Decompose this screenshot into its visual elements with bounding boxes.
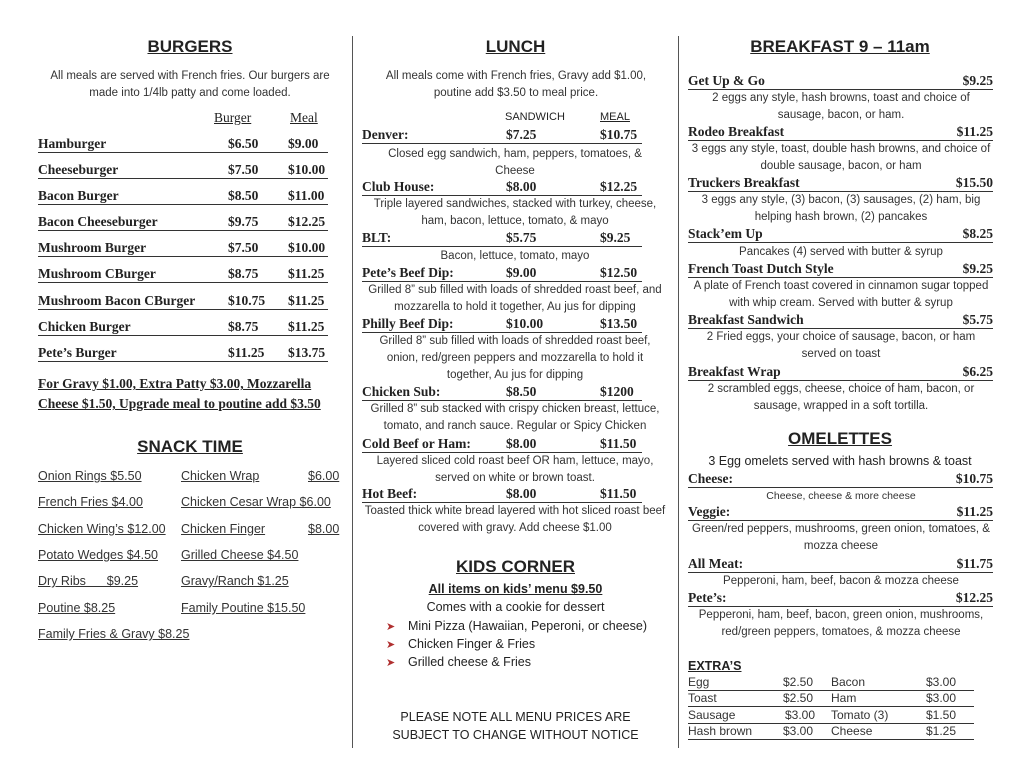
breakfast-name: Breakfast Wrap	[688, 364, 781, 379]
omelette-row-all-meat	[688, 556, 993, 573]
lunch-desc: Triple layered sandwiches, stacked with turkey, cheese, ham, bacon, lettuce, tomato, & mayo	[373, 198, 657, 227]
burger-price: $9.75	[228, 214, 259, 229]
extra-price: $3.00	[783, 724, 814, 738]
burger-name: Bacon Burger	[38, 188, 119, 203]
burgers-note: All meals are served with French fries. Our burgers are made into 1/4lb patty and come loaded.	[50, 70, 330, 99]
lunch-name: Philly Beef Dip:	[362, 316, 454, 331]
lunch-desc: Bacon, lettuce, tomato, mayo	[440, 250, 590, 262]
lunch-name: Denver:	[362, 127, 409, 142]
lunch-desc: Layered sliced cold roast beef OR ham, lettuce, mayo, served on white or brown toast.	[376, 455, 654, 484]
snack-item: Potato Wedges $4.50	[38, 548, 158, 562]
breakfast-row-breakfast-sandwich	[688, 312, 993, 329]
lunch-desc: Grilled 8” sub filled with loads of shredded roast beef, onion, red/green peppers and mozzarella to hold it together, Au jus for dipping	[379, 335, 651, 381]
snack-item: Chicken Finger	[181, 522, 266, 536]
omelette-price: $11.75	[956, 556, 993, 571]
sandwich-price: $8.50	[506, 384, 537, 399]
burger-price: $11.25	[228, 345, 265, 360]
meal-price: $12.25	[600, 179, 638, 194]
lunch-row-club-house	[362, 179, 642, 196]
omelette-name: Cheese:	[688, 471, 733, 486]
breakfast-price: $6.25	[962, 364, 993, 379]
snack-item: Family Fries & Gravy $8.25	[38, 627, 190, 641]
kids-item-label: Chicken Finger & Fries	[408, 637, 536, 651]
burgers-extras: For Gravy $1.00, Extra Patty $3.00, Mozzarella Cheese $1.50, Upgrade meal to poutine add $3.50	[38, 376, 321, 411]
sandwich-price: $8.00	[506, 436, 537, 451]
omelette-row-cheese	[688, 471, 993, 488]
omelette-price: $12.25	[955, 590, 993, 605]
breakfast-desc: Pancakes (4) served with butter & syrup	[739, 246, 943, 258]
kids-item	[386, 637, 535, 651]
kids-title: KIDS CORNER	[455, 557, 575, 576]
breakfast-price: $11.25	[956, 124, 993, 139]
arrow-bullet-icon: ➤	[386, 639, 396, 651]
meal-price: $10.00	[288, 162, 326, 177]
burger-price: $8.75	[228, 266, 259, 281]
burger-price: $7.50	[228, 162, 259, 177]
extra-price: $2.50	[783, 691, 814, 705]
extra-item: Sausage	[688, 708, 736, 722]
lunch-row-hot-beef	[362, 486, 642, 503]
meal-price: $11.25	[288, 266, 325, 281]
kids-subtitle: All items on kids’ menu $9.50	[428, 582, 603, 596]
breakfast-desc: 3 eggs any style, toast, double hash browns, and choice of double sausage, bacon, or ham	[691, 143, 991, 172]
burger-row-mushroom-bacon-cburger	[38, 293, 328, 310]
burger-name: Chicken Burger	[38, 319, 131, 334]
kids-item-label: Mini Pizza (Hawaiian, Peperoni, or cheese)	[408, 619, 647, 633]
burger-name: Pete’s Burger	[38, 345, 117, 360]
lunch-name: Club House:	[362, 179, 435, 194]
breakfast-title: BREAKFAST 9 – 11am	[750, 37, 930, 56]
price-disclaimer-line1: PLEASE NOTE ALL MENU PRICES ARE	[400, 710, 631, 724]
omelette-name: All Meat:	[688, 556, 744, 571]
arrow-bullet-icon: ➤	[386, 657, 396, 669]
breakfast-price: $9.25	[962, 73, 993, 88]
extra-item: Toast	[688, 691, 717, 705]
extras-row	[688, 691, 974, 707]
breakfast-price: $9.25	[962, 261, 993, 276]
burger-row-bacon-burger	[38, 188, 328, 205]
breakfast-name: Breakfast Sandwich	[688, 312, 804, 327]
extra-item: Ham	[831, 691, 857, 705]
omelette-name: Pete’s:	[688, 590, 727, 605]
burger-price: $8.75	[228, 319, 259, 334]
snack-title: SNACK TIME	[137, 437, 243, 456]
snack-item: Chicken Wrap	[181, 469, 260, 483]
omelette-row-petes	[688, 590, 993, 607]
burger-price: $10.75	[228, 293, 266, 308]
meal-price: $12.50	[600, 265, 638, 280]
breakfast-row-breakfast-wrap	[688, 364, 993, 381]
snack-item: Family Poutine $15.50	[181, 601, 306, 615]
breakfast-price: $15.50	[955, 175, 993, 190]
lunch-desc: Toasted thick white bread layered with hot sliced roast beef covered with gravy. Add cheese $1.00	[364, 505, 666, 534]
sandwich-price: $5.75	[506, 230, 537, 245]
extra-item: Bacon	[831, 675, 866, 689]
breakfast-row-rodeo	[688, 124, 993, 141]
meal-price: $11.00	[288, 188, 325, 203]
meal-price: $11.50	[600, 436, 637, 451]
extra-price: $1.25	[926, 724, 957, 738]
lunch-name: BLT:	[362, 230, 392, 245]
burger-price: $6.50	[228, 136, 259, 151]
breakfast-desc: 3 eggs any style, (3) bacon, (3) sausages, (2) ham, big helping hash brown, (2) pancakes	[701, 194, 981, 223]
snack-item: Grilled Cheese $4.50	[181, 548, 299, 562]
breakfast-desc: 2 eggs any style, hash browns, toast and choice of sausage, bacon, or ham.	[712, 92, 970, 121]
lunch-row-denver	[362, 127, 642, 144]
price-disclaimer-line2: SUBJECT TO CHANGE WITHOUT NOTICE	[392, 728, 639, 742]
snack-item: Poutine $8.25	[38, 601, 116, 615]
lunch-name: Chicken Sub:	[362, 384, 441, 399]
burger-row-mushroom-cburger	[38, 266, 328, 283]
kids-cookie-note: Comes with a cookie for dessert	[426, 600, 605, 614]
burger-name: Cheeseburger	[38, 162, 119, 177]
omelettes-title: OMELETTES	[788, 429, 892, 448]
extra-price: $3.00	[926, 691, 957, 705]
extra-item: Hash brown	[688, 724, 753, 738]
meal-price: $13.75	[288, 345, 326, 360]
lunch-desc: Grilled 8” sub filled with loads of shredded roast beef, and mozzarella to hold it together, Au jus for dipping	[368, 284, 662, 313]
omelette-desc: Cheese, cheese & more cheese	[766, 490, 916, 502]
burger-row-chicken-burger	[38, 319, 328, 336]
meal-price: $12.25	[288, 214, 326, 229]
omelette-row-veggie	[688, 504, 993, 521]
burger-name: Bacon Cheeseburger	[38, 214, 158, 229]
arrow-bullet-icon: ➤	[386, 621, 396, 633]
meal-price: $11.25	[288, 293, 325, 308]
burger-price: $7.50	[228, 240, 259, 255]
breakfast-name: Get Up & Go	[688, 73, 765, 88]
omelettes-note: 3 Egg omelets served with hash browns & toast	[708, 454, 972, 468]
breakfast-desc: 2 Fried eggs, your choice of sausage, bacon, or ham served on toast	[706, 331, 976, 360]
lunch-row-petes-beef-dip	[362, 265, 642, 282]
meal-price: $1200	[600, 384, 634, 399]
breakfast-name: Stack’em Up	[688, 226, 763, 241]
omelette-desc: Green/red peppers, mushrooms, green onion, tomatoes, & mozza cheese	[692, 523, 990, 552]
breakfast-price: $8.25	[962, 226, 993, 241]
burger-name: Mushroom CBurger	[38, 266, 156, 281]
lunch-desc: Closed egg sandwich, ham, peppers, tomatoes, & Cheese	[388, 148, 642, 177]
sandwich-price: $9.00	[506, 265, 537, 280]
snack-item: Gravy/Ranch $1.25	[181, 574, 289, 588]
burger-name: Hamburger	[38, 136, 107, 151]
snack-item: Dry Ribs $9.25	[38, 574, 139, 588]
kids-item	[386, 619, 647, 633]
extra-price: $2.50	[783, 675, 814, 689]
breakfast-row-get-up-go	[688, 73, 993, 90]
sandwich-price: $7.25	[506, 127, 537, 142]
breakfast-row-french-toast	[688, 261, 993, 278]
meal-price: $9.25	[600, 230, 631, 245]
burger-name: Mushroom Burger	[38, 240, 147, 255]
extras-title: EXTRA’S	[688, 659, 742, 673]
snack-item: Chicken Wing’s $12.00	[38, 522, 166, 536]
lunch-desc: Grilled 8” sub stacked with crispy chicken breast, lettuce, tomato, and ranch sauce. Regular or Spicy Chicken	[370, 403, 660, 432]
meal-price: $11.50	[600, 486, 637, 501]
burger-row-bacon-cheeseburger	[38, 214, 328, 231]
burger-row-petes-burger	[38, 345, 328, 362]
kids-item	[386, 655, 531, 669]
extra-price: $1.50	[926, 708, 957, 722]
meal-price: $9.00	[288, 136, 319, 151]
column-divider-left	[352, 36, 353, 748]
breakfast-name: Truckers Breakfast	[688, 175, 800, 190]
breakfast-name: Rodeo Breakfast	[688, 124, 785, 139]
extras-row	[688, 675, 974, 691]
breakfast-row-stackem-up	[688, 226, 993, 243]
lunch-col-sandwich: SANDWICH	[505, 111, 565, 123]
omelette-price: $10.75	[955, 471, 993, 486]
burger-price: $8.50	[228, 188, 259, 203]
burger-row-hamburger	[38, 136, 328, 153]
sandwich-price: $8.00	[506, 486, 537, 501]
lunch-row-cold-beef-or-ham	[362, 436, 642, 453]
meal-price: $10.00	[288, 240, 326, 255]
extra-price: $3.00	[926, 675, 957, 689]
extra-item: Tomato (3)	[831, 708, 889, 722]
snack-item: French Fries $4.00	[38, 495, 143, 509]
extras-row	[688, 708, 974, 724]
lunch-row-chicken-sub	[362, 384, 642, 401]
burgers-title: BURGERS	[147, 37, 233, 56]
breakfast-name: French Toast Dutch Style	[688, 261, 834, 276]
lunch-row-philly-beef-dip	[362, 316, 642, 333]
burger-name: Mushroom Bacon CBurger	[38, 293, 196, 308]
breakfast-desc: A plate of French toast covered in cinnamon sugar topped with whip cream. Served with butter & syrup	[693, 280, 989, 309]
burger-row-cheeseburger	[38, 162, 328, 179]
sandwich-price: $10.00	[506, 316, 544, 331]
lunch-row-blt	[362, 230, 642, 247]
extra-item: Cheese	[831, 724, 873, 738]
snack-price: $6.00	[308, 469, 340, 483]
omelette-desc: Pepperoni, ham, beef, bacon, green onion, mushrooms, red/green peppers, tomatoes, & mozza cheese	[698, 609, 984, 638]
sandwich-price: $8.00	[506, 179, 537, 194]
omelette-name: Veggie:	[688, 504, 731, 519]
extra-item: Egg	[688, 675, 710, 689]
burgers-col-burger: Burger	[214, 110, 252, 125]
extras-row	[688, 724, 974, 740]
meal-price: $10.75	[600, 127, 638, 142]
omelette-desc: Pepperoni, ham, beef, bacon & mozza cheese	[723, 575, 959, 587]
kids-item-label: Grilled cheese & Fries	[408, 655, 531, 669]
lunch-name: Pete’s Beef Dip:	[362, 265, 454, 280]
burger-row-mushroom-burger	[38, 240, 328, 257]
breakfast-row-truckers	[688, 175, 993, 192]
lunch-title: LUNCH	[485, 37, 546, 56]
burgers-col-meal: Meal	[290, 110, 318, 125]
snack-price: $8.00	[308, 522, 340, 536]
column-divider-right	[678, 36, 679, 748]
snack-item: Onion Rings $5.50	[38, 469, 142, 483]
breakfast-desc: 2 scrambled eggs, cheese, choice of ham, bacon, or sausage, wrapped in a soft tortilla.	[707, 383, 975, 412]
meal-price: $13.50	[600, 316, 638, 331]
omelette-price: $11.25	[956, 504, 993, 519]
snack-item: Chicken Cesar Wrap $6.00	[181, 495, 331, 509]
lunch-name: Hot Beef:	[362, 486, 418, 501]
extra-price: $3.00	[785, 708, 816, 722]
lunch-col-meal: MEAL	[600, 111, 630, 123]
lunch-name: Cold Beef or Ham:	[362, 436, 471, 451]
lunch-note: All meals come with French fries, Gravy add $1.00, poutine add $3.50 to meal price.	[385, 70, 647, 99]
meal-price: $11.25	[288, 319, 325, 334]
breakfast-price: $5.75	[962, 312, 993, 327]
